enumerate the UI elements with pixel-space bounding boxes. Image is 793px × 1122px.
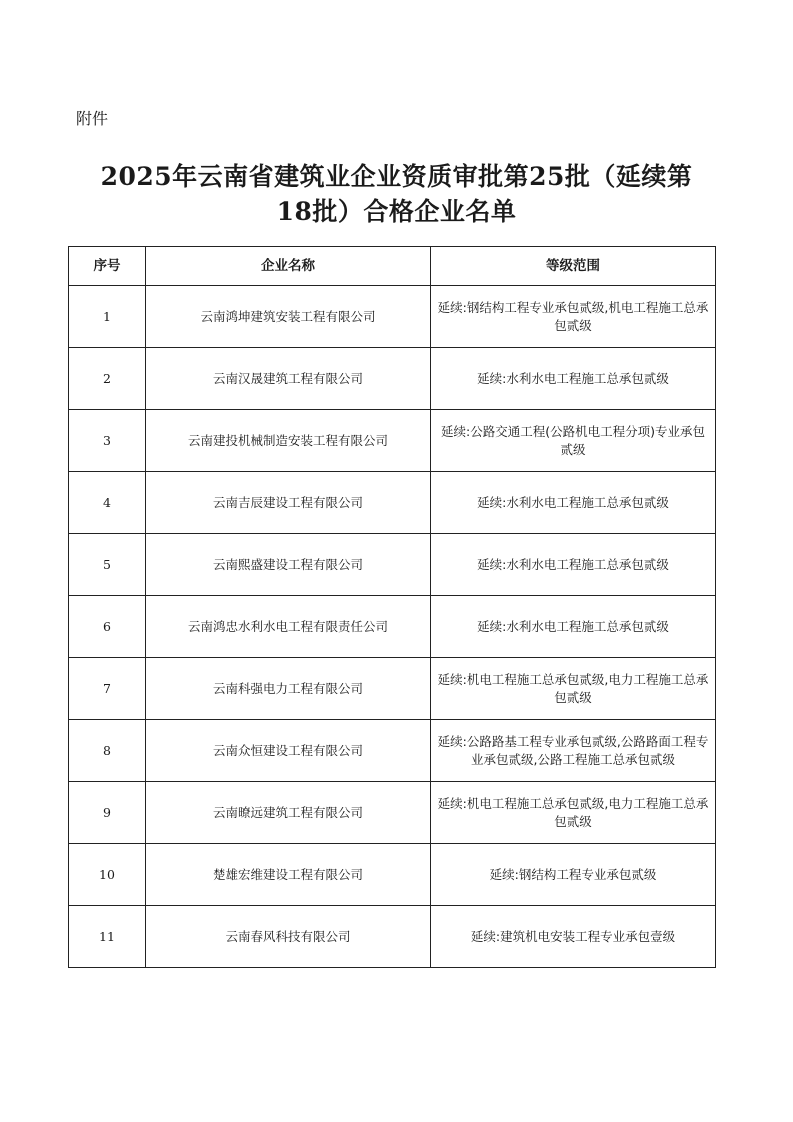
table-row (69, 658, 716, 720)
qualification-scope: 延续:机电工程施工总承包贰级,电力工程施工总承包贰级 (431, 658, 716, 720)
row-number: 7 (69, 658, 146, 720)
row-number: 3 (69, 410, 146, 472)
header-serial-number: 序号 (69, 247, 146, 286)
company-name: 云南鸿坤建筑安装工程有限公司 (146, 286, 431, 348)
qualification-scope: 延续:公路路基工程专业承包贰级,公路路面工程专业承包贰级,公路工程施工总承包贰级 (431, 720, 716, 782)
row-number: 11 (69, 906, 146, 968)
company-list-table (68, 246, 716, 968)
company-name: 楚雄宏维建设工程有限公司 (146, 844, 431, 906)
company-name: 云南暸远建筑工程有限公司 (146, 782, 431, 844)
table-row (69, 782, 716, 844)
table-row (69, 286, 716, 348)
table-row (69, 906, 716, 968)
qualification-scope: 延续:钢结构工程专业承包贰级,机电工程施工总承包贰级 (431, 286, 716, 348)
table-row (69, 472, 716, 534)
table-row (69, 534, 716, 596)
row-number: 10 (69, 844, 146, 906)
company-name: 云南科强电力工程有限公司 (146, 658, 431, 720)
page-title-line-2: 18批）合格企业名单 (276, 197, 517, 226)
table-row (69, 410, 716, 472)
company-name: 云南建投机械制造安装工程有限公司 (146, 410, 431, 472)
table-row (69, 596, 716, 658)
company-name: 云南吉辰建设工程有限公司 (146, 472, 431, 534)
header-qualification-scope: 等级范围 (431, 247, 716, 286)
table-header-row (69, 247, 716, 286)
row-number: 6 (69, 596, 146, 658)
qualification-scope: 延续:机电工程施工总承包贰级,电力工程施工总承包贰级 (431, 782, 716, 844)
row-number: 1 (69, 286, 146, 348)
row-number: 4 (69, 472, 146, 534)
attachment-label: 附件 (76, 109, 109, 128)
table-row (69, 720, 716, 782)
row-number: 8 (69, 720, 146, 782)
row-number: 5 (69, 534, 146, 596)
qualification-scope: 延续:水利水电工程施工总承包贰级 (431, 472, 716, 534)
company-name: 云南鸿忠水利水电工程有限责任公司 (146, 596, 431, 658)
company-name: 云南熙盛建设工程有限公司 (146, 534, 431, 596)
row-number: 2 (69, 348, 146, 410)
row-number: 9 (69, 782, 146, 844)
company-name: 云南汉晟建筑工程有限公司 (146, 348, 431, 410)
header-company-name: 企业名称 (146, 247, 431, 286)
qualification-scope: 延续:水利水电工程施工总承包贰级 (431, 534, 716, 596)
company-name: 云南春风科技有限公司 (146, 906, 431, 968)
qualification-scope: 延续:水利水电工程施工总承包贰级 (431, 348, 716, 410)
qualification-scope: 延续:钢结构工程专业承包贰级 (431, 844, 716, 906)
page-title-line-1: 2025年云南省建筑业企业资质审批第25批（延续第 (100, 162, 693, 191)
company-name: 云南众恒建设工程有限公司 (146, 720, 431, 782)
qualification-scope: 延续:公路交通工程(公路机电工程分项)专业承包贰级 (431, 410, 716, 472)
table-row (69, 348, 716, 410)
table-row (69, 844, 716, 906)
qualification-scope: 延续:建筑机电安装工程专业承包壹级 (431, 906, 716, 968)
qualification-scope: 延续:水利水电工程施工总承包贰级 (431, 596, 716, 658)
